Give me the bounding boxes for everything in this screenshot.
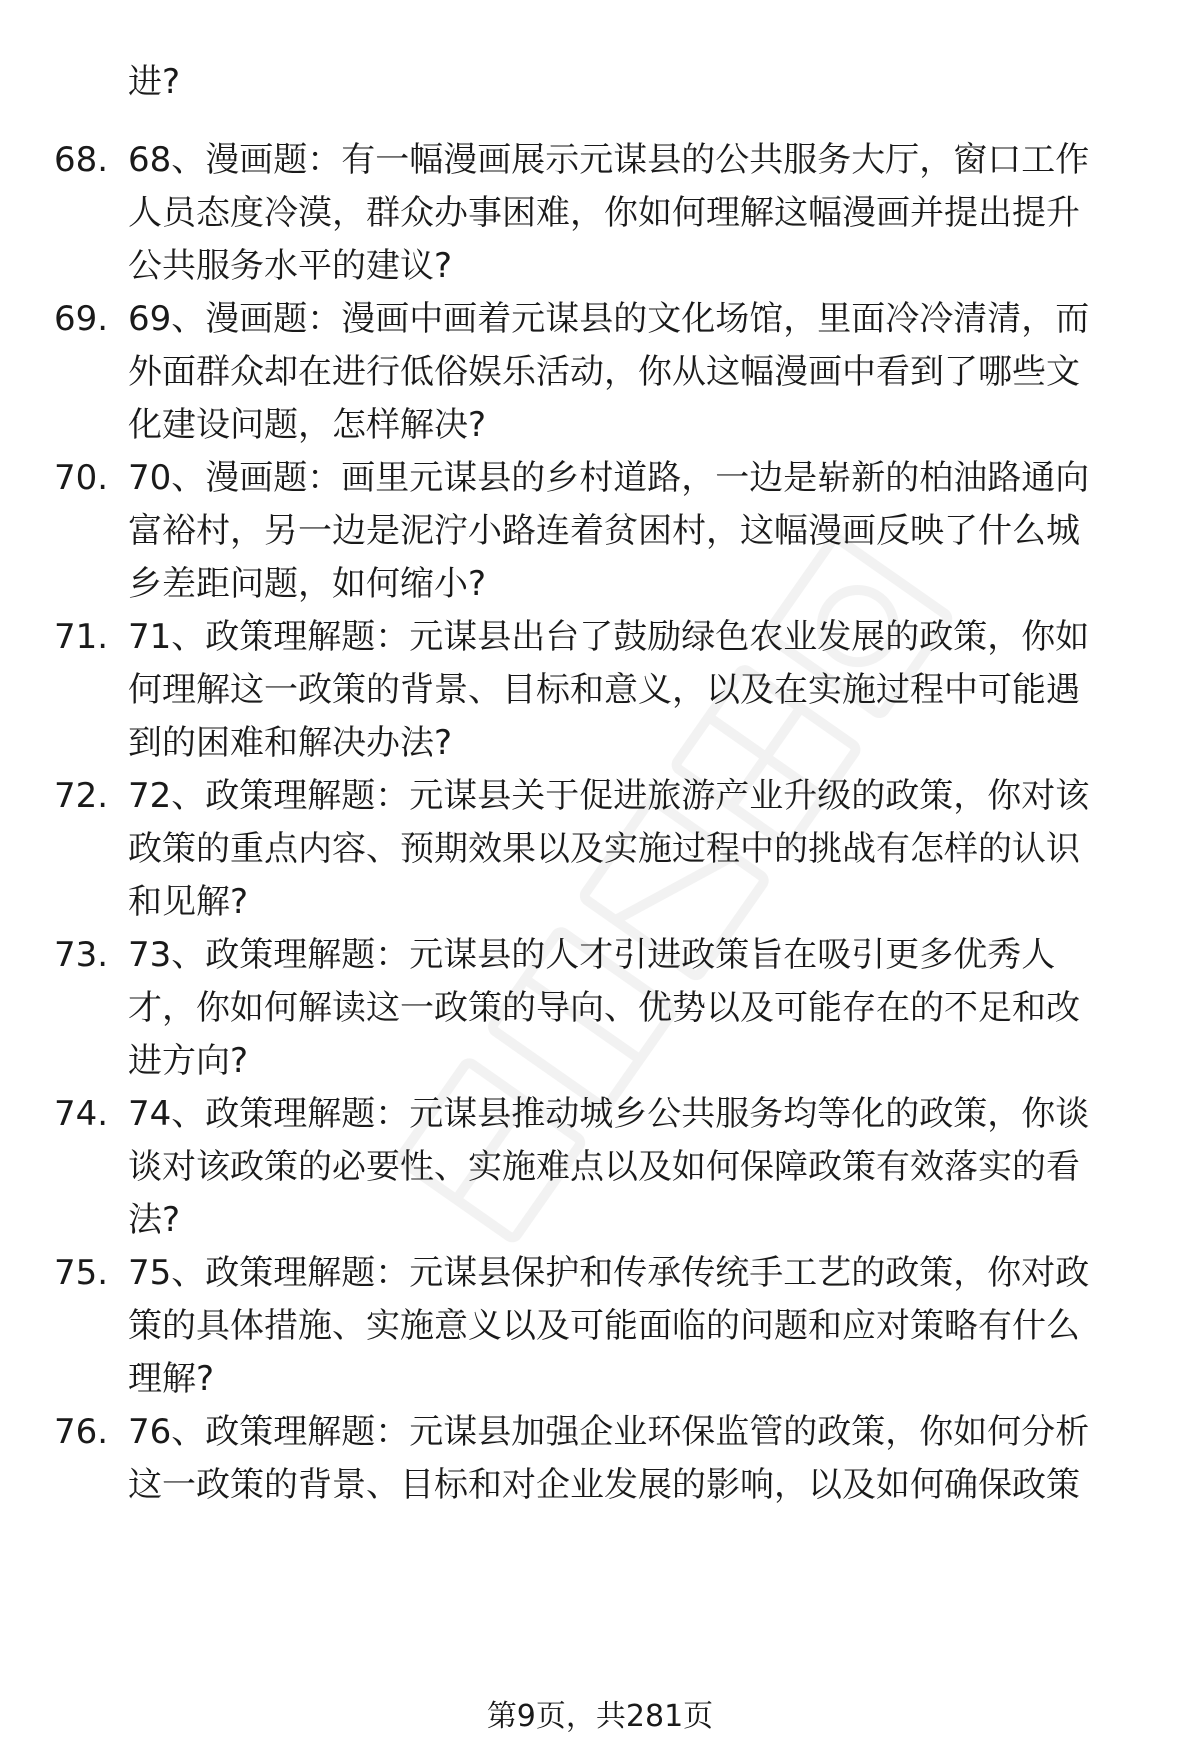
text-line: 理解? bbox=[128, 1359, 215, 1399]
list-item-text bbox=[128, 611, 1148, 770]
list-item-text bbox=[128, 134, 1148, 293]
list-item-text bbox=[128, 770, 1148, 929]
text-line: 外面群众却在进行低俗娱乐活动，你从这幅漫画中看到了哪些文 bbox=[128, 352, 1080, 392]
list-item-text bbox=[128, 929, 1148, 1088]
list-item-number: 72. bbox=[54, 776, 109, 816]
text-line: 何理解这一政策的背景、目标和意义，以及在实施过程中可能遇 bbox=[128, 670, 1080, 710]
list-item-number: 76. bbox=[54, 1412, 109, 1452]
text-line: 73、政策理解题：元谋县的人才引进政策旨在吸引更多优秀人 bbox=[128, 935, 1056, 975]
text-line: 74、政策理解题：元谋县推动城乡公共服务均等化的政策，你谈 bbox=[128, 1094, 1090, 1134]
list-item-number: 68. bbox=[54, 140, 109, 180]
list-item-text bbox=[128, 293, 1148, 452]
list-item-number: 70. bbox=[54, 458, 109, 498]
list-item-text bbox=[128, 1406, 1148, 1512]
list-item-number: 69. bbox=[54, 299, 109, 339]
text-line: 人员态度冷漠，群众办事困难，你如何理解这幅漫画并提出提升 bbox=[128, 193, 1080, 233]
text-line: 76、政策理解题：元谋县加强企业环保监管的政策，你如何分析 bbox=[128, 1412, 1090, 1452]
text-line: 政策的重点内容、预期效果以及实施过程中的挑战有怎样的认识 bbox=[128, 829, 1080, 869]
text-line: 和见解? bbox=[128, 882, 249, 922]
text-line: 谈对该政策的必要性、实施难点以及如何保障政策有效落实的看 bbox=[128, 1147, 1080, 1187]
text-line: 75、政策理解题：元谋县保护和传承传统手工艺的政策，你对政 bbox=[128, 1253, 1090, 1293]
list-item-text bbox=[128, 452, 1148, 611]
text-line: 策的具体措施、实施意义以及可能面临的问题和应对策略有什么 bbox=[128, 1306, 1080, 1346]
text-line: 71、政策理解题：元谋县出台了鼓励绿色农业发展的政策，你如 bbox=[128, 617, 1090, 657]
list-item-number: 73. bbox=[54, 935, 109, 975]
text-line: 公共服务水平的建议? bbox=[128, 246, 453, 286]
text-line: 到的困难和解决办法? bbox=[128, 723, 453, 763]
text-line: 富裕村，另一边是泥泞小路连着贫困村，这幅漫画反映了什么城 bbox=[128, 511, 1080, 551]
text-line: 69、漫画题：漫画中画着元谋县的文化场馆，里面冷冷清清，而 bbox=[128, 299, 1090, 339]
text-line: 法? bbox=[128, 1200, 181, 1240]
text-line: 化建设问题，怎样解决? bbox=[128, 405, 487, 445]
list-item-number: 71. bbox=[54, 617, 109, 657]
continuation-text: 进? bbox=[128, 62, 181, 102]
text-line: 才，你如何解读这一政策的导向、优势以及可能存在的不足和改 bbox=[128, 988, 1080, 1028]
list-item-text bbox=[128, 1088, 1148, 1247]
list-item-text bbox=[128, 1247, 1148, 1406]
text-line: 70、漫画题：画里元谋县的乡村道路，一边是崭新的柏油路通向 bbox=[128, 458, 1090, 498]
page-number-footer: 第9页，共281页 bbox=[486, 1699, 714, 1734]
text-line: 68、漫画题：有一幅漫画展示元谋县的公共服务大厅，窗口工作 bbox=[128, 140, 1090, 180]
text-line: 乡差距问题，如何缩小? bbox=[128, 564, 487, 604]
text-line: 72、政策理解题：元谋县关于促进旅游产业升级的政策，你对该 bbox=[128, 776, 1090, 816]
text-line: 进方向? bbox=[128, 1041, 249, 1081]
list-item-number: 74. bbox=[54, 1094, 109, 1134]
text-line: 这一政策的背景、目标和对企业发展的影响，以及如何确保政策 bbox=[128, 1465, 1080, 1505]
list-item-number: 75. bbox=[54, 1253, 109, 1293]
